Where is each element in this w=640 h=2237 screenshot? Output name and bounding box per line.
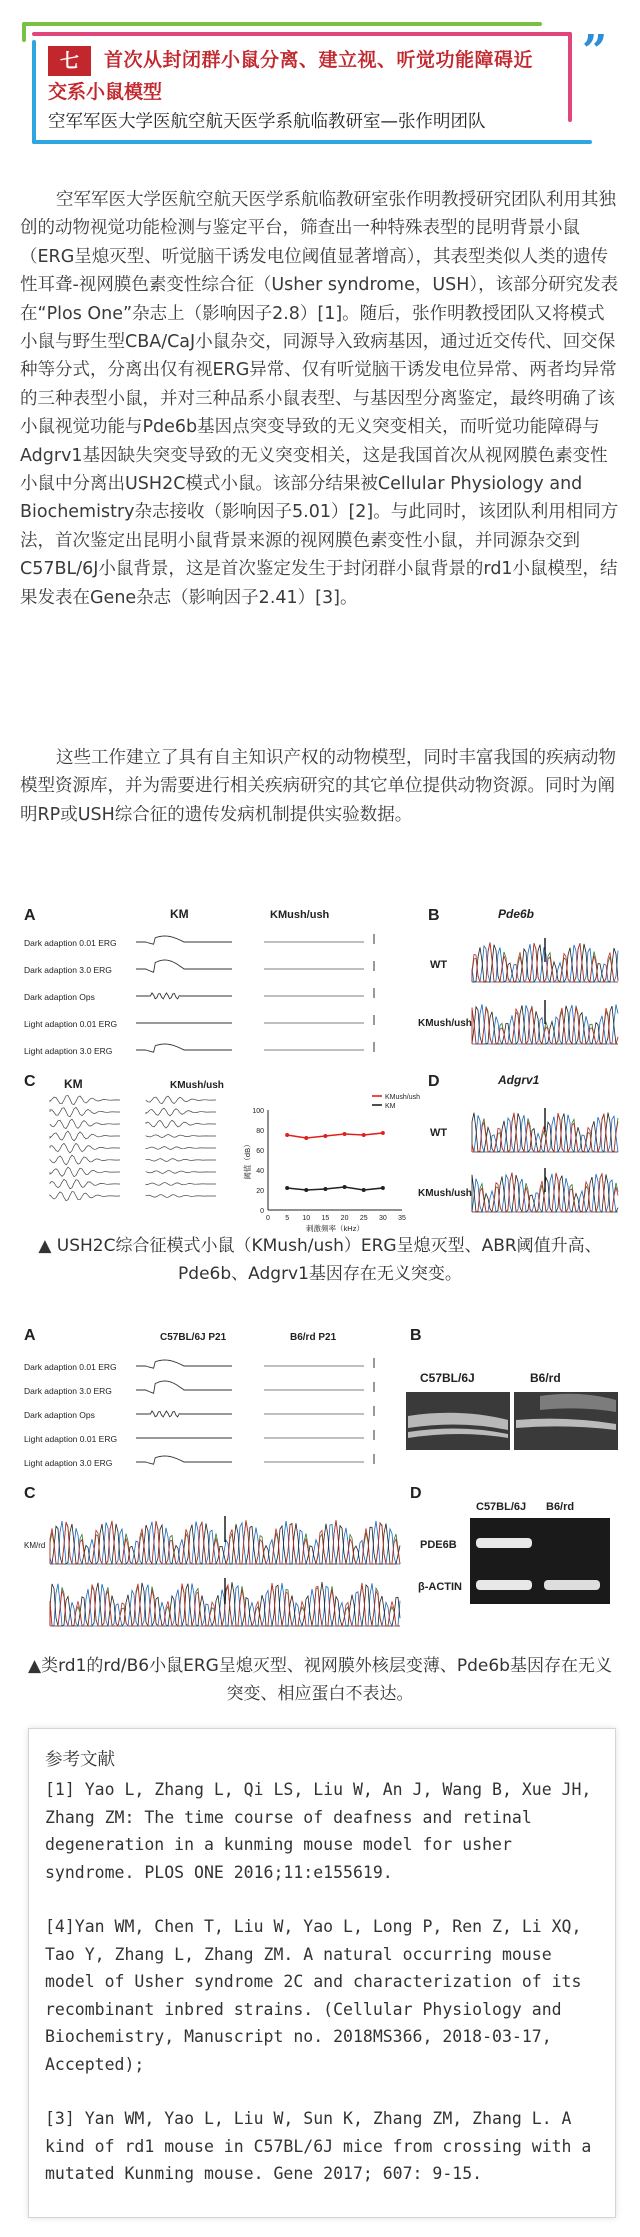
reference-item: [3] Yan WM, Yao L, Liu W, Sun K, Zhang ZM, Zhang L. A kind of rd1 mouse in C57BL/6J mice from crossing with a mutated Kunming mouse. Gene 2017; 607: 9-15.	[45, 2109, 592, 2183]
chart-point	[323, 1187, 327, 1191]
decor-line-green	[22, 22, 542, 26]
chart-y-tick: 40	[256, 1168, 264, 1175]
chart-y-tick: 100	[252, 1108, 264, 1115]
fig2-b-b6rd: B6/rd	[530, 1371, 561, 1385]
erg-row-label: Dark adaption Ops	[24, 1410, 95, 1420]
fig1-gene-adgrv1: Adgrv1	[498, 1073, 540, 1087]
erg-row-label: Light adaption 0.01 ERG	[24, 1019, 118, 1029]
fig2-c-kmrd: KM/rd	[24, 1541, 46, 1550]
fig1-panel-c-label: C	[24, 1073, 36, 1090]
chart-y-tick: 80	[256, 1128, 264, 1135]
fig2-d-c57: C57BL/6J	[476, 1501, 527, 1513]
chart-x-tick: 15	[321, 1215, 330, 1222]
paragraph-2	[20, 744, 620, 829]
chart-x-tick: 10	[302, 1215, 311, 1222]
fig2-panel-a-label: A	[24, 1327, 36, 1344]
decor-line-blue	[32, 140, 592, 144]
chart-point	[381, 1131, 385, 1135]
chart-x-tick: 5	[285, 1215, 290, 1222]
fig1-d-kmush: KMush/ush	[418, 1188, 472, 1199]
section-number-badge: 七	[48, 46, 91, 76]
fig1-c-kmush: KMush/ush	[170, 1080, 224, 1091]
chart-x-tick: 0	[266, 1215, 270, 1222]
erg-row-label: Light adaption 0.01 ERG	[24, 1434, 118, 1444]
fig2-d-b6rd: B6/rd	[546, 1501, 575, 1513]
fig1-panel-d-label: D	[428, 1073, 440, 1090]
chart-x-tick: 25	[359, 1215, 368, 1222]
chart-legend-label: KM	[385, 1103, 396, 1110]
chart-legend-label: KMush/ush	[385, 1094, 421, 1101]
fig2-col-c57: C57BL/6J P21	[160, 1332, 227, 1343]
fig1-d-wt: WT	[430, 1127, 448, 1139]
fig2-panel-b-label: B	[410, 1327, 422, 1344]
erg-row-label: Dark adaption 3.0 ERG	[24, 1386, 112, 1396]
chart-point	[304, 1188, 308, 1192]
chart-point	[362, 1188, 366, 1192]
figure-2	[20, 1320, 620, 1648]
paragraph-2-text: 这些工作建立了具有自主知识产权的动物模型，同时丰富我国的疾病动物模型资源库，并为需要进行相关疾病研究的其它单位提供动物资源。同时为阐明RP或USH综合征的遗传发病机制提供实验数据。	[20, 748, 616, 825]
chart-y-tick: 0	[260, 1208, 264, 1215]
figure-1-image	[20, 900, 620, 1233]
chart-point	[343, 1185, 347, 1189]
paragraph-1-text: 空军军医大学医航空航天医学系航临教研室张作明教授研究团队利用其独创的动物视觉功能检测与鉴定平台，筛查出一种特殊表型的昆明背景小鼠（ERG呈熄灭型、听觉脑干诱发电位阈值显著增高），其表型类似人类的遗传性耳聋-视网膜色素变性综合征（Usher syndrome，USH），该部分研究发表在“Plos One”杂志上（影响因子2.8）[1]。随后，张作明教授团队又将模式小鼠与野生型CBA/CaJ小鼠杂交，同源导入致病基因，通过近交传代、回交保种等分式，分离出仅有视ERG异常、仅有听觉脑干诱发电位异常、两者均异常的三种表型小鼠，并对三种品系小鼠表型、与基因型分离鉴定，最终明确了该小鼠视觉功能与Pde6b基因点突变导致的无义突变相关，而听觉功能障碍与Adgrv1基因缺失突变导致的无义突变相关，这是我国首次从视网膜色素变性小鼠中分离出USH2C模式小鼠。该部分结果被Cellular Physiology and Biochemistry杂志接收（影响因子5.01）[2]。与此同时，该团队利用相同方法，首次鉴定出昆明小鼠背景来源的视网膜色素变性小鼠，并同源杂交到C57BL/6J小鼠背景，这是首次鉴定发生于封闭群小鼠背景的rd1小鼠模型，结果发表在Gene杂志（影响因子2.41）[3]。	[20, 190, 619, 608]
fig1-panel-a-label: A	[24, 907, 36, 924]
fig2-western-blot	[470, 1518, 610, 1604]
erg-row-label: Light adaption 3.0 ERG	[24, 1458, 113, 1468]
erg-row-label: Light adaption 3.0 ERG	[24, 1046, 113, 1056]
references-title: 参考文献	[45, 1750, 115, 1770]
erg-row-label: Dark adaption 0.01 ERG	[24, 1362, 117, 1372]
reference-item: [4]Yan WM, Chen T, Liu W, Yao L, Long P, Ren Z, Li XQ, Tao Y, Zhang L, Zhang ZM. A natural occurring mouse model of Usher syndrome 2C and characterization of its recombinant inbred strains. (Cellular Physiology and Biochemistry, Manuscript no. 2018MS366, 2018-03-17, Accepted);	[45, 1917, 582, 2074]
chart-point	[362, 1133, 366, 1137]
chart-y-tick: 20	[256, 1188, 264, 1195]
chart-point	[285, 1133, 289, 1137]
chart-point	[323, 1134, 327, 1138]
fig1-b-kmush: KMush/ush	[418, 1018, 472, 1029]
fig2-b-c57: C57BL/6J	[420, 1371, 475, 1385]
fig1-gene-pde6b: Pde6b	[498, 907, 535, 921]
fig2-d-actin: β-ACTIN	[418, 1581, 462, 1593]
chart-x-tick: 35	[398, 1215, 406, 1222]
fig2-panel-d-label: D	[410, 1485, 422, 1502]
chart-point	[343, 1132, 347, 1136]
fig1-col-km: KM	[170, 907, 189, 921]
chart-point	[285, 1186, 289, 1190]
fig1-col-kmush: KMush/ush	[270, 909, 330, 921]
chart-x-tick: 20	[340, 1215, 349, 1222]
fig1-panel-b-label: B	[428, 907, 440, 924]
erg-row-label: Dark adaption 0.01 ERG	[24, 938, 117, 948]
fig2-col-b6rd: B6/rd P21	[290, 1332, 337, 1343]
paragraph-1	[20, 186, 620, 612]
chart-x-label: 刺激频率（kHz）	[306, 1224, 364, 1233]
fig2-d-pde6b: PDE6B	[420, 1539, 457, 1551]
figure-1-caption: ▲ USH2C综合征模式小鼠（KMush/ush）ERG呈熄灭型、ABR阈值升高、Pde6b、Adgrv1基因存在无义突变。	[38, 1236, 602, 1284]
decor-line-blue-vertical	[32, 40, 36, 144]
chart-y-tick: 60	[256, 1148, 264, 1155]
fig1-c-km: KM	[64, 1077, 83, 1091]
figure-1	[20, 900, 620, 1233]
chart-y-label: 阈值（dB）	[243, 1140, 252, 1180]
fig2-band-actin-1	[476, 1580, 532, 1590]
article-header	[0, 0, 640, 150]
fig2-band-actin-2	[544, 1580, 600, 1590]
figure-2-image	[20, 1320, 620, 1648]
figure-2-caption: ▲类rd1的rd/B6小鼠ERG呈熄灭型、视网膜外核层变薄、Pde6b基因存在无义突变、相应蛋白不表达。	[28, 1656, 612, 1704]
section-subtitle: 空军军医大学医航空航天医学系航临教研室—张作明团队	[48, 112, 486, 132]
chart-x-tick: 30	[378, 1215, 387, 1222]
erg-row-label: Dark adaption Ops	[24, 992, 95, 1002]
section-title: 首次从封闭群小鼠分离、建立视、听觉功能障碍近	[104, 49, 534, 71]
quote-mark-icon: ”	[582, 26, 608, 77]
section-title-line2: 交系小鼠模型	[48, 81, 163, 103]
chart-point	[304, 1136, 308, 1140]
decor-line-green-vertical	[22, 22, 26, 42]
decor-line-pink	[32, 32, 572, 36]
erg-row-label: Dark adaption 3.0 ERG	[24, 965, 112, 975]
references-box	[28, 1728, 616, 2218]
fig2-band-pde6b	[476, 1538, 532, 1548]
reference-item: [1] Yao L, Zhang L, Qi LS, Liu W, An J, Wang B, Xue JH, Zhang ZM: The time course of deafness and retinal degeneration in a kunming mouse model for usher syndrome. PLOS ONE 2016;11:e155619.	[45, 1780, 592, 1882]
fig1-b-wt: WT	[430, 959, 448, 971]
fig2-panel-c-label: C	[24, 1485, 36, 1502]
chart-point	[381, 1186, 385, 1190]
